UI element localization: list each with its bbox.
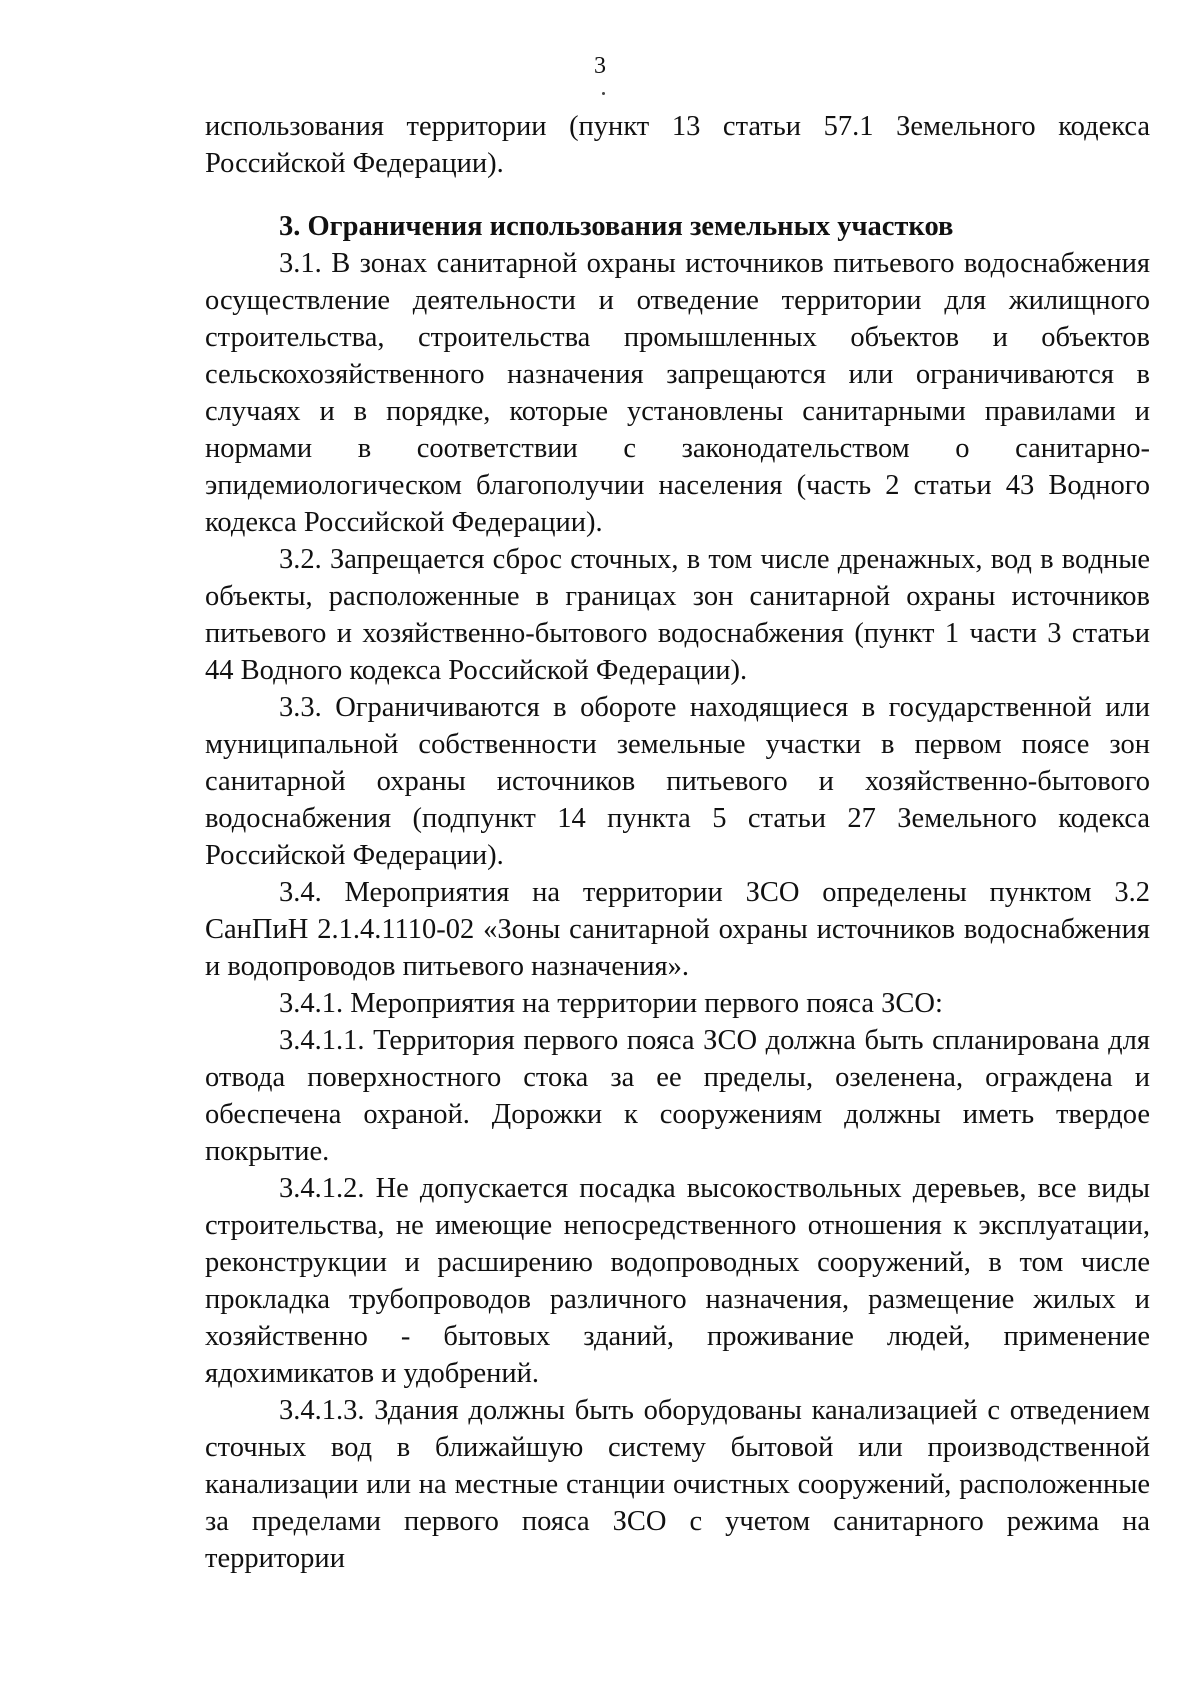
- paragraph-3-4-1-2: 3.4.1.2. Не допускается посадка высокоствольных деревьев, все виды строительства, не имеющие непосредственного отношения к эксплуатации, реконструкции и расширению водопроводных сооружений, в том числе прокладка трубопроводов различного назначения, размещение жилых и хозяйственно - бытовых зданий, проживание людей, применение ядохимикатов и удобрений.: [205, 1173, 1150, 1389]
- paragraph-3-4-1-1: 3.4.1.1. Территория первого пояса ЗСО должна быть спланирована для отвода поверхностного стока за ее пределы, озеленена, ограждена и обеспечена охраной. Дорожки к сооружениям должны иметь твердое покрытие.: [205, 1025, 1150, 1167]
- section-heading: 3. Ограничения использования земельных участков: [279, 211, 954, 242]
- paragraph-continuation: использования территории (пункт 13 статьи 57.1 Земельного кодекса Российской Федерации).: [205, 111, 1150, 179]
- paragraph-3-4-1: 3.4.1. Мероприятия на территории первого пояса ЗСО:: [279, 988, 943, 1019]
- paragraph-3-4-1-3: 3.4.1.3. Здания должны быть оборудованы канализацией с отведением сточных вод в ближайшую систему бытовой или производственной канализации или на местные станции очистных сооружений, расположенные за пределами первого пояса ЗСО с учетом санитарного режима на территории: [205, 1395, 1150, 1574]
- page-number: 3: [594, 53, 606, 79]
- paragraph-3-4: 3.4. Мероприятия на территории ЗСО определены пунктом 3.2 СанПиН 2.1.4.1110-02 «Зоны санитарной охраны источников водоснабжения и водопроводов питьевого назначения».: [205, 877, 1150, 982]
- paragraph-3-1: 3.1. В зонах санитарной охраны источников питьевого водоснабжения осуществление деятельности и отведение территории для жилищного строительства, строительства промышленных объектов и объектов сельскохозяйственного назначения запрещаются или ограничиваются в случаях и в порядке, которые установлены санитарными правилами и нормами в соответствии с законодательством о санитарно-эпидемиологическом благополучии населения (часть 2 статьи 43 Водного кодекса Российской Федерации).: [205, 248, 1150, 538]
- paragraph-3-3: 3.3. Ограничиваются в обороте находящиеся в государственной или муниципальной собственности земельные участки в первом поясе зон санитарной охраны источников питьевого и хозяйственно-бытового водоснабжения (подпункт 14 пункта 5 статьи 27 Земельного кодекса Российской Федерации).: [205, 692, 1150, 871]
- scan-artifact-dot: [602, 92, 605, 95]
- document-body: [205, 108, 1150, 1577]
- paragraph-3-2: 3.2. Запрещается сброс сточных, в том числе дренажных, вод в водные объекты, расположенные в границах зон санитарной охраны источников питьевого и хозяйственно-бытового водоснабжения (пункт 1 части 3 статьи 44 Водного кодекса Российской Федерации).: [205, 544, 1150, 686]
